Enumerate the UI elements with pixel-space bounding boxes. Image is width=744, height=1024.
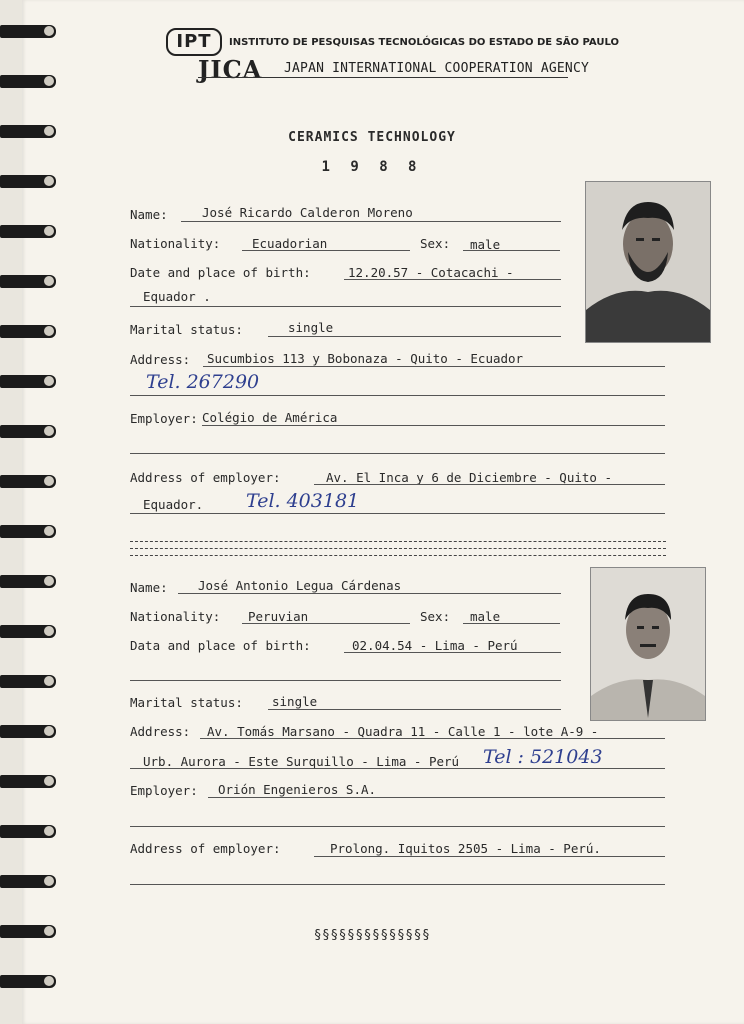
ring-hole [44, 426, 54, 436]
p2-marital-label: Marital status: [130, 695, 243, 710]
p1-address-line [203, 366, 665, 367]
spiral-ring [0, 522, 60, 542]
p1-nationality-value: Ecuadorian [252, 236, 328, 251]
p1-address-value: Sucumbios 113 y Bobonaza - Quito - Ecuador [207, 351, 524, 366]
ipt-logo: IPT [166, 28, 222, 56]
p1-name-value: José Ricardo Calderon Moreno [202, 205, 413, 220]
p1-birth-line-2 [130, 306, 561, 307]
p2-address-value-2: Urb. Aurora - Este Surquillo - Lima - Perú [143, 754, 460, 769]
p2-employer-label: Employer: [130, 783, 198, 798]
p2-tel-handwritten: Tel : 521043 [483, 746, 603, 768]
p1-employer-tel-handwritten: Tel. 403181 [246, 490, 360, 512]
portrait-image [586, 182, 710, 342]
p2-marital-line [268, 709, 561, 710]
ring-hole [44, 76, 54, 86]
section-separator [130, 541, 666, 542]
p1-birth-line-1 [344, 279, 561, 280]
p1-sex-label: Sex: [420, 236, 451, 251]
spiral-ring [0, 822, 60, 842]
spiral-ring [0, 972, 60, 992]
p1-sex-line [463, 250, 560, 251]
ring-hole [44, 526, 54, 536]
spiral-ring [0, 772, 60, 792]
spiral-ring [0, 222, 60, 242]
section-separator [130, 548, 666, 549]
p2-birth-value-1: 02.04.54 - Lima - Perú [352, 638, 518, 653]
p1-employer-label: Employer: [130, 411, 198, 426]
ring-hole [44, 226, 54, 236]
spiral-ring [0, 872, 60, 892]
p1-employer-address-line-1 [314, 484, 665, 485]
p2-nationality-label: Nationality: [130, 609, 221, 624]
p1-birth-label: Date and place of birth: [130, 265, 311, 280]
ipt-institute-name: INSTITUTO DE PESQUISAS TECNOLÓGICAS DO ESTADO DE SÃO PAULO [229, 37, 619, 48]
ring-hole [44, 976, 54, 986]
p2-employer-value: Orión Engenieros S.A. [218, 782, 377, 797]
document-title: CERAMICS TECHNOLOGY [288, 130, 456, 145]
spiral-ring [0, 122, 60, 142]
jica-agency-name: JAPAN INTERNATIONAL COOPERATION AGENCY [284, 61, 590, 76]
p1-employer-line-2 [130, 453, 665, 454]
p2-marital-value: single [272, 694, 318, 709]
person2-photo [590, 567, 706, 721]
ring-hole [44, 926, 54, 936]
spiral-ring [0, 422, 60, 442]
p1-tel-handwritten: Tel. 267290 [146, 371, 260, 393]
p2-name-label: Name: [130, 580, 168, 595]
p2-sex-label: Sex: [420, 609, 451, 624]
ring-hole [44, 326, 54, 336]
ring-hole [44, 626, 54, 636]
person1-photo [585, 181, 711, 343]
spiral-ring [0, 622, 60, 642]
spiral-ring [0, 372, 60, 392]
jica-logo: JICA [198, 55, 263, 84]
p2-employer-address-value-1: Prolong. Iquitos 2505 - Lima - Perú. [330, 841, 601, 856]
section-separator [130, 555, 666, 556]
p1-employer-address-line-2 [130, 513, 665, 514]
p2-name-value: José Antonio Legua Cárdenas [198, 578, 402, 593]
p1-address-label: Address: [130, 352, 191, 367]
p2-employer-address-line-1 [314, 856, 665, 857]
header-rule [198, 77, 568, 78]
spiral-ring [0, 272, 60, 292]
p1-employer-address-label: Address of employer: [130, 470, 281, 485]
ring-hole [44, 26, 54, 36]
ring-hole [44, 376, 54, 386]
p2-sex-value: male [470, 609, 501, 624]
ring-hole [44, 676, 54, 686]
ring-hole [44, 276, 54, 286]
p1-birth-value-1: 12.20.57 - Cotacachi - [348, 265, 514, 280]
p1-birth-value-2: Equador . [143, 289, 211, 304]
p1-name-line [181, 221, 561, 222]
spiral-ring [0, 22, 60, 42]
p2-address-value-1: Av. Tomás Marsano - Quadra 11 - Calle 1 - lote A-9 - [207, 724, 599, 739]
p2-nationality-line [242, 623, 410, 624]
ring-hole [44, 576, 54, 586]
p2-birth-line-1 [344, 652, 561, 653]
spiral-ring [0, 922, 60, 942]
p1-nationality-label: Nationality: [130, 236, 221, 251]
p1-address-line-2 [130, 395, 665, 396]
document-page [22, 0, 744, 1024]
ring-hole [44, 476, 54, 486]
p1-employer-address-value-1: Av. El Inca y 6 de Diciembre - Quito - [326, 470, 612, 485]
spiral-ring [0, 172, 60, 192]
p1-employer-line [202, 425, 665, 426]
p1-sex-value: male [470, 237, 501, 252]
p2-nationality-value: Peruvian [248, 609, 309, 624]
spiral-ring [0, 322, 60, 342]
spiral-ring [0, 572, 60, 592]
p2-sex-line [463, 623, 560, 624]
spiral-ring [0, 672, 60, 692]
p2-employer-address-label: Address of employer: [130, 841, 281, 856]
portrait-image [591, 568, 705, 720]
ring-hole [44, 126, 54, 136]
p2-address-line-2 [130, 768, 665, 769]
p1-marital-line [268, 336, 561, 337]
p1-marital-value: single [288, 320, 334, 335]
p2-address-label: Address: [130, 724, 191, 739]
section-mark: §§§§§§§§§§§§§§ [313, 928, 431, 943]
p1-marital-label: Marital status: [130, 322, 243, 337]
p2-name-line [178, 593, 561, 594]
ring-hole [44, 876, 54, 886]
p2-address-line-1 [200, 738, 665, 739]
spiral-ring [0, 72, 60, 92]
p2-birth-label: Data and place of birth: [130, 638, 311, 653]
ring-hole [44, 726, 54, 736]
p1-employer-value: Colégio de América [202, 410, 338, 425]
ring-hole [44, 776, 54, 786]
p1-employer-address-value-2: Equador. [143, 497, 204, 512]
p2-employer-line [208, 797, 665, 798]
p2-birth-line-2 [130, 680, 561, 681]
ring-hole [44, 826, 54, 836]
p2-employer-line-2 [130, 826, 665, 827]
p1-name-label: Name: [130, 207, 168, 222]
spiral-ring [0, 472, 60, 492]
p1-nationality-line [242, 250, 410, 251]
ring-hole [44, 176, 54, 186]
p2-employer-address-line-2 [130, 884, 665, 885]
document-year: 1 9 8 8 [321, 159, 423, 175]
spiral-ring [0, 722, 60, 742]
